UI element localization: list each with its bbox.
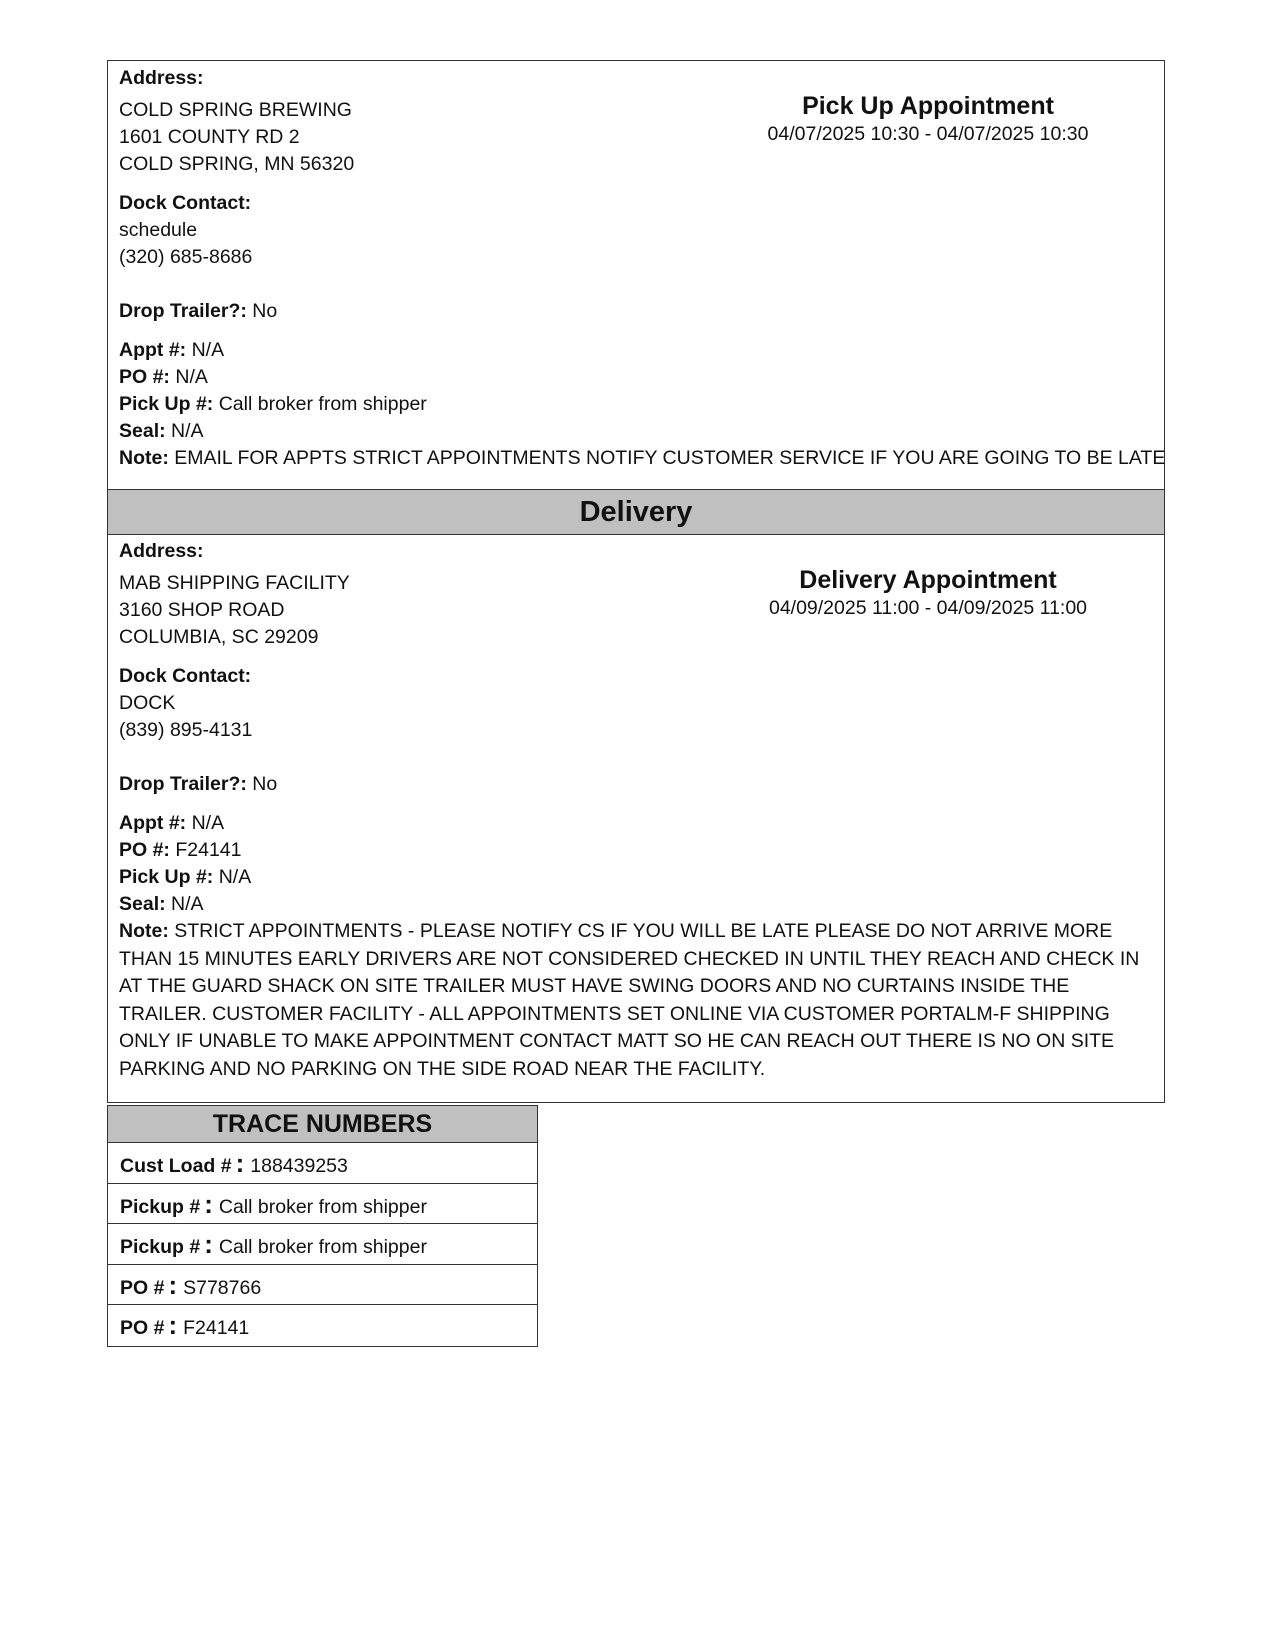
delivery-section-header: Delivery bbox=[108, 489, 1164, 535]
delivery-appointment-value: 04/09/2025 11:00 - 04/09/2025 11:00 bbox=[768, 597, 1088, 619]
pickup-address-label: Address: bbox=[119, 67, 204, 89]
pickup-note: Note: EMAIL FOR APPTS STRICT APPOINTMENTS NOTIFY CUSTOMER SERVICE IF YOU ARE GOING TO BE LATE bbox=[119, 447, 1166, 469]
pickup-section bbox=[108, 61, 1164, 489]
delivery-dock-contact-name: DOCK bbox=[119, 692, 176, 714]
pickup-appt-number: Appt #: N/A bbox=[119, 339, 225, 361]
pickup-seal: Seal: N/A bbox=[119, 420, 204, 442]
pickup-address-line-3: COLD SPRING, MN 56320 bbox=[119, 153, 355, 175]
pickup-appointment-value: 04/07/2025 10:30 - 04/07/2025 10:30 bbox=[767, 123, 1089, 145]
trace-row: Pickup # : Call broker from shipper bbox=[108, 1224, 537, 1265]
delivery-appt-number: Appt #: N/A bbox=[119, 812, 225, 834]
pickup-dock-contact-name: schedule bbox=[119, 219, 198, 241]
delivery-address-label: Address: bbox=[119, 540, 204, 562]
pickup-po-number: PO #: N/A bbox=[119, 366, 208, 388]
trace-row: Cust Load # : 188439253 bbox=[108, 1143, 537, 1184]
pickup-drop-trailer: Drop Trailer?: No bbox=[119, 300, 278, 322]
delivery-dock-contact-phone: (839) 895-4131 bbox=[119, 719, 253, 741]
delivery-section bbox=[108, 535, 1164, 1095]
pickup-dock-contact-phone: (320) 685-8686 bbox=[119, 246, 253, 268]
pickup-address-line-1: COLD SPRING BREWING bbox=[119, 99, 352, 121]
pickup-dock-contact-label: Dock Contact: bbox=[119, 192, 252, 214]
delivery-dock-contact-label: Dock Contact: bbox=[119, 665, 252, 687]
trace-row: Pickup # : Call broker from shipper bbox=[108, 1184, 537, 1225]
pickup-address-line-2: 1601 COUNTY RD 2 bbox=[119, 126, 300, 148]
trace-row: PO # : S778766 bbox=[108, 1265, 537, 1306]
delivery-note: Note: STRICT APPOINTMENTS - PLEASE NOTIFY CS IF YOU WILL BE LATE PLEASE DO NOT ARRIVE MORE THAN 15 MINUTES EARLY DRIVERS ARE NOT CONSIDERED CHECKED IN UNTIL THEY REACH AND CHECK IN AT THE GUARD SHACK ON SITE TRAILER MUST HAVE SWING DOORS AND NO CURTAINS INSIDE THE TRAILER. CUSTOMER FACILITY - ALL APPOINTMENTS SET ONLINE VIA CUSTOMER PORTALM-F SHIPPING ONLY IF UNABLE TO MAKE APPOINTMENT CONTACT MATT SO HE CAN REACH OUT THERE IS NO ON SITE PARKING AND NO PARKING ON THE SIDE ROAD NEAR THE FACILITY. bbox=[119, 920, 1140, 1080]
stops-box bbox=[107, 60, 1165, 1103]
delivery-seal: Seal: N/A bbox=[119, 893, 204, 915]
pickup-appointment bbox=[728, 91, 1128, 148]
delivery-drop-trailer: Drop Trailer?: No bbox=[119, 773, 278, 795]
delivery-address-line-1: MAB SHIPPING FACILITY bbox=[119, 572, 350, 594]
delivery-appointment-title: Delivery Appointment bbox=[799, 566, 1057, 594]
trace-numbers-table bbox=[107, 1105, 538, 1347]
delivery-address-line-3: COLUMBIA, SC 29209 bbox=[119, 626, 319, 648]
delivery-appointment bbox=[728, 565, 1128, 622]
trace-row: PO # : F24141 bbox=[120, 1310, 250, 1340]
pickup-pickup-number: Pick Up #: Call broker from shipper bbox=[119, 393, 427, 415]
delivery-pickup-number: Pick Up #: N/A bbox=[119, 866, 252, 888]
pickup-appointment-title: Pick Up Appointment bbox=[802, 92, 1054, 120]
delivery-address-line-2: 3160 SHOP ROAD bbox=[119, 599, 285, 621]
delivery-po-number: PO #: F24141 bbox=[119, 839, 242, 861]
trace-numbers-title: TRACE NUMBERS bbox=[108, 1106, 537, 1143]
